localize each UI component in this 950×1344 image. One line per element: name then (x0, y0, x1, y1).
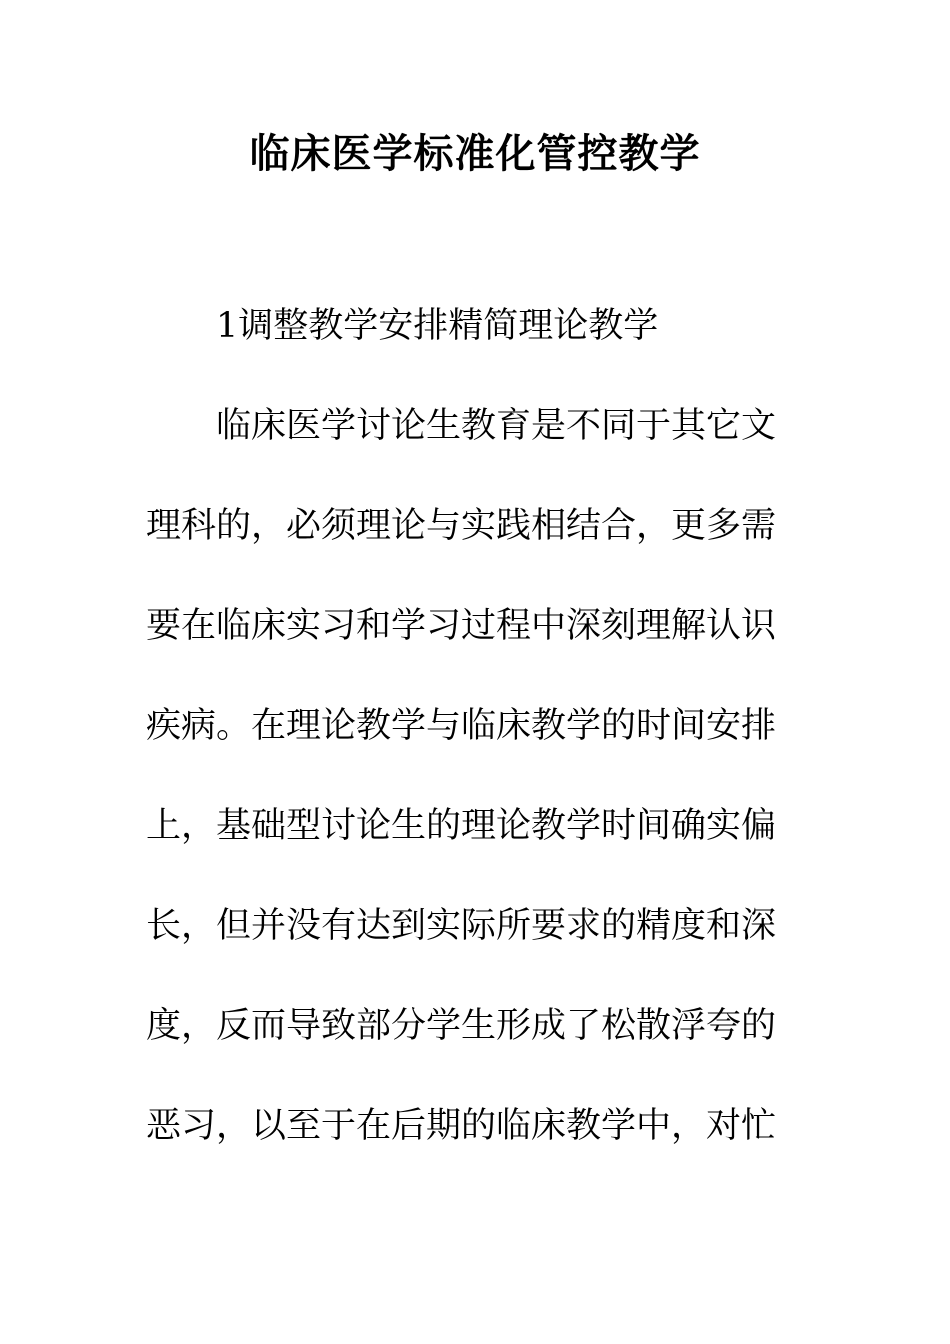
paragraph-line-3: 要在临床实习和学习过程中深刻理解认识 (146, 606, 777, 646)
paragraph-line-8: 恶习，以至于在后期的临床教学中，对忙 (146, 1106, 777, 1146)
paragraph-line-5: 上，基础型讨论生的理论教学时间确实偏 (146, 806, 777, 846)
paragraph-line-4: 疾病。在理论教学与临床教学的时间安排 (146, 706, 777, 746)
paragraph-line-2: 理科的，必须理论与实践相结合，更多需 (146, 506, 777, 546)
document-title: 临床医学标准化管控教学 (249, 131, 701, 177)
section-heading: 1调整教学安排精简理论教学 (216, 306, 659, 346)
paragraph-line-7: 度，反而导致部分学生形成了松散浮夸的 (146, 1006, 777, 1046)
paragraph-line-6: 长，但并没有达到实际所要求的精度和深 (146, 906, 777, 946)
paragraph-line-1: 临床医学讨论生教育是不同于其它文 (216, 406, 777, 446)
